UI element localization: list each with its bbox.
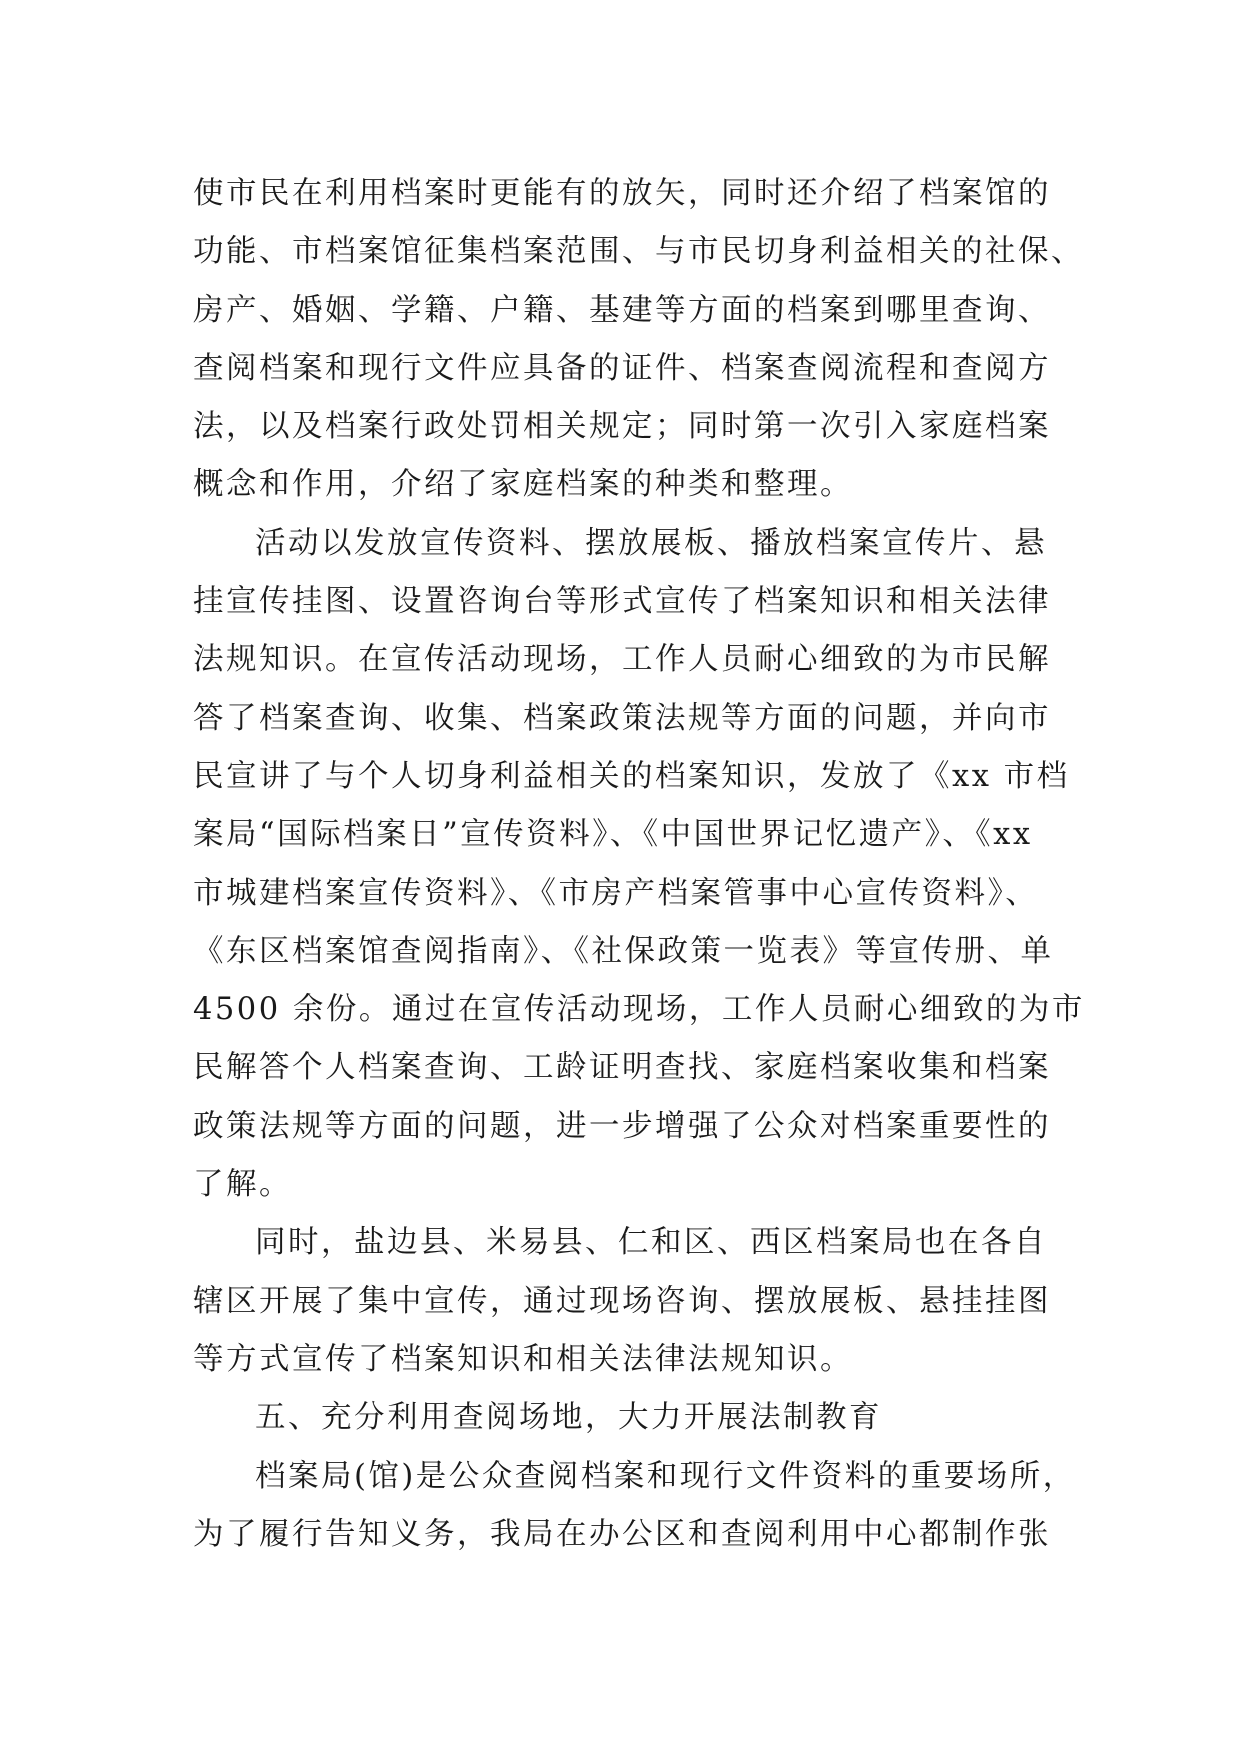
text-line: 查阅档案和现行文件应具备的证件、档案查阅流程和查阅方 <box>193 350 1051 386</box>
text-line: 同时，盐边县、米易县、仁和区、西区档案局也在各自 <box>255 1225 1047 1261</box>
text-line: 五、充分利用查阅场地，大力开展法制教育 <box>255 1400 882 1436</box>
text-line: 民解答个人档案查询、工龄证明查找、家庭档案收集和档案 <box>193 1050 1051 1086</box>
text-line: 了解。 <box>193 1167 292 1203</box>
text-line: 档案局(馆)是公众查阅档案和现行文件资料的重要场所， <box>255 1458 1076 1494</box>
text-line: 挂宣传挂图、设置咨询台等形式宣传了档案知识和相关法律 <box>193 584 1051 620</box>
text-line: 概念和作用，介绍了家庭档案的种类和整理。 <box>193 467 853 503</box>
text-line: 4500 余份。通过在宣传活动现场，工作人员耐心细致的为市 <box>193 992 1085 1028</box>
text-line: 等方式宣传了档案知识和相关法律法规知识。 <box>193 1341 853 1377</box>
text-line: 案局“国际档案日”宣传资料》、《中国世界记忆遗产》、《xx <box>193 817 1033 853</box>
text-line: 辖区开展了集中宣传，通过现场咨询、摆放展板、悬挂挂图 <box>193 1283 1051 1319</box>
text-line: 房产、婚姻、学籍、户籍、基建等方面的档案到哪里查询、 <box>193 292 1051 328</box>
text-line: 功能、市档案馆征集档案范围、与市民切身利益相关的社保、 <box>193 234 1084 270</box>
text-line: 使市民在利用档案时更能有的放矢，同时还介绍了档案馆的 <box>193 176 1051 211</box>
text-line: 法规知识。在宣传活动现场，工作人员耐心细致的为市民解 <box>193 642 1051 678</box>
document-body <box>193 165 1093 1564</box>
text-line: 活动以发放宣传资料、摆放展板、播放档案宣传片、悬 <box>255 525 1047 561</box>
text-line: 政策法规等方面的问题，进一步增强了公众对档案重要性的 <box>193 1108 1051 1144</box>
text-line: 答了档案查询、收集、档案政策法规等方面的问题，并向市 <box>193 700 1051 736</box>
text-line: 《东区档案馆查阅指南》、《社保政策一览表》等宣传册、单 <box>193 933 1054 969</box>
text-line: 市城建档案宣传资料》、《市房产档案管事中心宣传资料》、 <box>193 875 1039 911</box>
text-line: 为了履行告知义务，我局在办公区和查阅利用中心都制作张 <box>193 1516 1051 1552</box>
text-line: 民宣讲了与个人切身利益相关的档案知识，发放了《xx 市档 <box>193 758 1070 794</box>
text-line: 法，以及档案行政处罚相关规定；同时第一次引入家庭档案 <box>193 409 1051 445</box>
